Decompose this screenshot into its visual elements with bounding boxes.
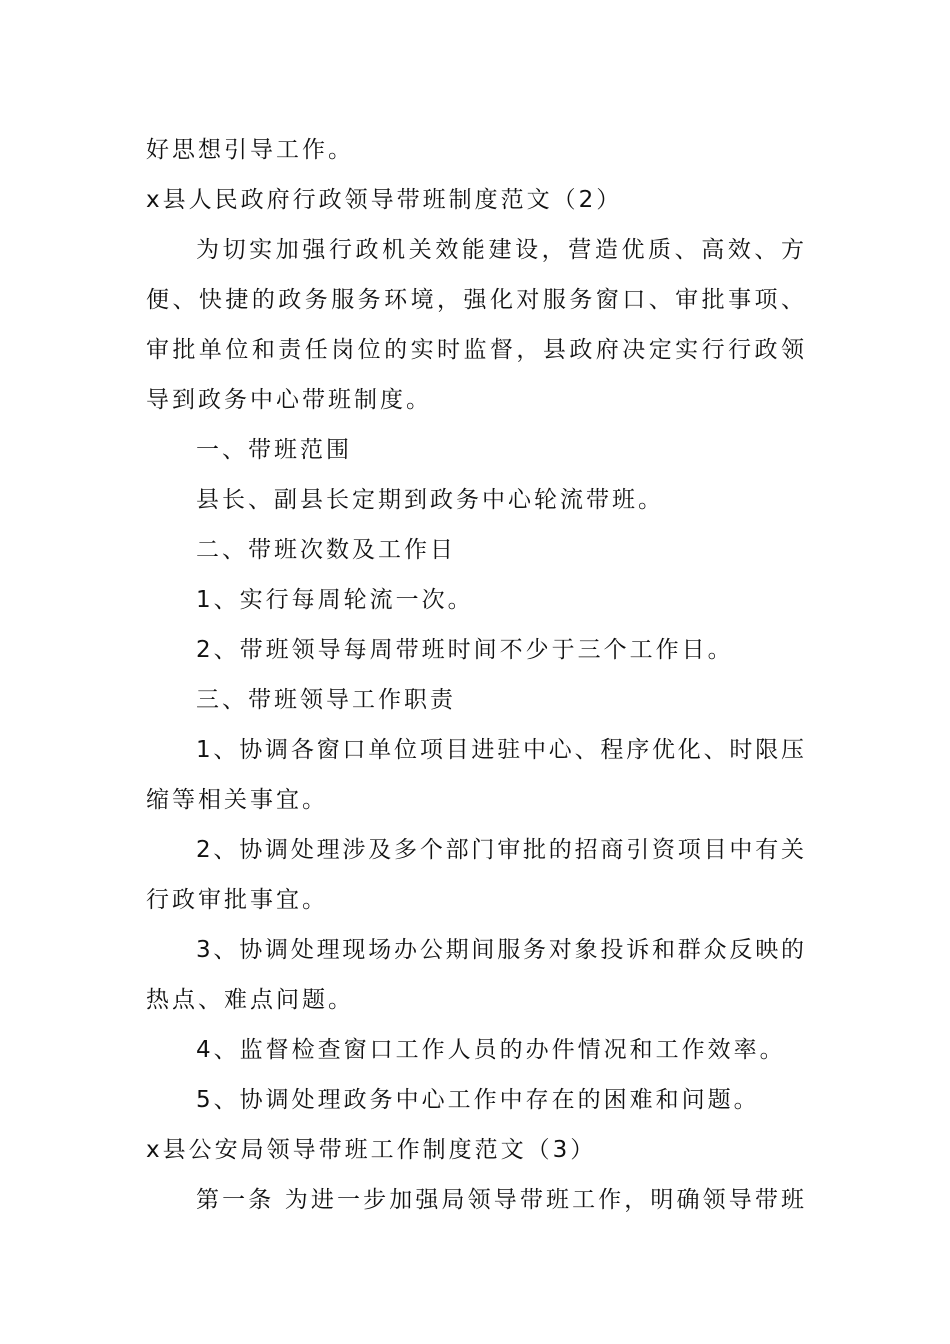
text-line: 缩等相关事宜。 (146, 787, 328, 813)
text-line: 导到政务中心带班制度。 (146, 387, 432, 413)
text-line: 审批单位和责任岗位的实时监督，县政府决定实行行政领 (146, 337, 804, 363)
text-line: 1、协调各窗口单位项目进驻中心、程序优化、时限压 (196, 737, 804, 763)
text-line: 行政审批事宜。 (146, 887, 328, 913)
text-line: 1、实行每周轮流一次。 (196, 587, 474, 613)
text-line: 好思想引导工作。 (146, 137, 354, 163)
section-heading: x县人民政府行政领导带班制度范文（2） (146, 187, 623, 213)
text-line: 一、带班范围 (196, 437, 352, 463)
section-heading: x县公安局领导带班工作制度范文（3） (146, 1137, 597, 1163)
text-line: 第一条 为进一步加强局领导带班工作，明确领导带班 (196, 1187, 804, 1213)
text-line: 便、快捷的政务服务环境，强化对服务窗口、审批事项、 (146, 287, 804, 313)
text-line: 5、协调处理政务中心工作中存在的困难和问题。 (196, 1087, 760, 1113)
text-line: 3、协调处理现场办公期间服务对象投诉和群众反映的 (196, 937, 804, 963)
text-line: 三、带班领导工作职责 (196, 687, 456, 713)
text-line: 热点、难点问题。 (146, 987, 354, 1013)
text-line: 为切实加强行政机关效能建设，营造优质、高效、方 (196, 237, 804, 263)
text-line: 2、带班领导每周带班时间不少于三个工作日。 (196, 637, 734, 663)
text-line: 县长、副县长定期到政务中心轮流带班。 (196, 487, 664, 513)
text-line: 二、带班次数及工作日 (196, 537, 456, 563)
text-line: 4、监督检查窗口工作人员的办件情况和工作效率。 (196, 1037, 786, 1063)
text-line: 2、协调处理涉及多个部门审批的招商引资项目中有关 (196, 837, 804, 863)
